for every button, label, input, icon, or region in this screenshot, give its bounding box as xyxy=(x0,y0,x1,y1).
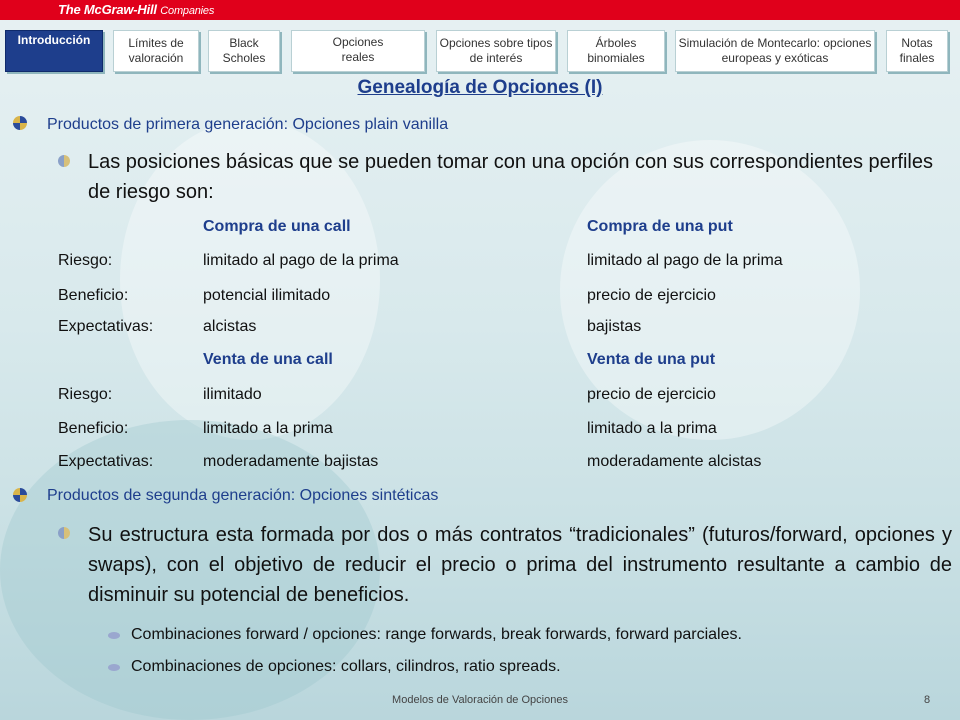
table-cell: precio de ejercicio xyxy=(587,386,716,403)
tab-notas-finales[interactable] xyxy=(886,30,948,72)
table-cell: moderadamente alcistas xyxy=(587,453,762,470)
tab-introduccion[interactable] xyxy=(5,30,103,72)
tab-label: Opciones sobre tipos de interés xyxy=(439,36,553,65)
tab-simulacion-montecarlo[interactable] xyxy=(675,30,875,72)
table-header: Venta de una put xyxy=(587,351,716,368)
bullet-icon xyxy=(13,116,27,130)
brand-logo: The McGraw-Hill Companies xyxy=(58,2,215,17)
tab-label: Simulación de Montecarlo: opciones europeas y exóticas xyxy=(678,36,872,65)
row-label: Expectativas: xyxy=(58,318,154,335)
bullet-icon xyxy=(108,664,120,671)
table-cell: limitado al pago de la prima xyxy=(203,252,399,269)
table-cell: moderadamente bajistas xyxy=(203,453,379,470)
page-title: Genealogía de Opciones (I) xyxy=(357,77,603,98)
list-item: Combinaciones forward / opciones: range forwards, break forwards, forward parciales. xyxy=(131,626,742,643)
bullet-icon xyxy=(58,527,70,539)
tab-label: Límites de valoración xyxy=(128,36,184,65)
table-cell: bajistas xyxy=(587,318,642,335)
tab-limites-de-valoracion[interactable] xyxy=(113,30,199,72)
bullet-icon xyxy=(13,488,27,502)
table-header: Venta de una call xyxy=(203,351,333,368)
structure-paragraph: Su estructura esta formada por dos o más contratos “tradicionales” (futuros/forward, opciones y swaps), con el objetivo de reducir el precio o prima del instrumento resultante a cambio de disminuir su potencial de beneficios. xyxy=(88,524,952,606)
page-number: 8 xyxy=(924,694,931,706)
tab-opciones-reales[interactable] xyxy=(291,30,425,72)
table-cell: potencial ilimitado xyxy=(203,287,331,304)
bullet-icon xyxy=(58,155,70,167)
row-label: Riesgo: xyxy=(58,252,113,269)
bullet-icon xyxy=(108,632,120,639)
tab-label: Black Scholes xyxy=(222,36,266,65)
list-item: Combinaciones de opciones: collars, cilindros, ratio spreads. xyxy=(131,658,561,675)
section-heading-first-gen: Productos de primera generación: Opciones plain vanilla xyxy=(47,116,449,133)
table-cell: limitado a la prima xyxy=(587,420,717,437)
table-cell: ilimitado xyxy=(203,386,262,403)
row-label: Beneficio: xyxy=(58,420,129,437)
row-label: Riesgo: xyxy=(58,386,113,403)
footer-text: Modelos de Valoración de Opciones xyxy=(392,694,568,706)
tab-opciones-tipos-interes[interactable] xyxy=(436,30,556,72)
brand-bar xyxy=(0,0,960,20)
tab-arboles-binomiales[interactable] xyxy=(567,30,665,72)
table-cell: limitado al pago de la prima xyxy=(587,252,783,269)
tab-black-scholes[interactable] xyxy=(208,30,280,72)
tab-label: Árboles binomiales xyxy=(587,36,645,65)
tab-label: Notas finales xyxy=(899,36,935,65)
table-cell: precio de ejercicio xyxy=(587,287,716,304)
table-cell: limitado a la prima xyxy=(203,420,333,437)
table-header: Compra de una call xyxy=(203,218,351,235)
table-header: Compra de una put xyxy=(587,218,733,235)
table-cell: alcistas xyxy=(203,318,257,335)
section-heading-second-gen: Productos de segunda generación: Opciones sintéticas xyxy=(47,487,439,504)
tab-label: Introducción xyxy=(17,33,91,47)
row-label: Expectativas: xyxy=(58,453,154,470)
basic-positions-text: Las posiciones básicas que se pueden tomar con una opción con sus correspondientes perfiles de riesgo son: xyxy=(88,151,933,203)
row-label: Beneficio: xyxy=(58,287,129,304)
tab-label: Opciones reales xyxy=(332,35,384,64)
